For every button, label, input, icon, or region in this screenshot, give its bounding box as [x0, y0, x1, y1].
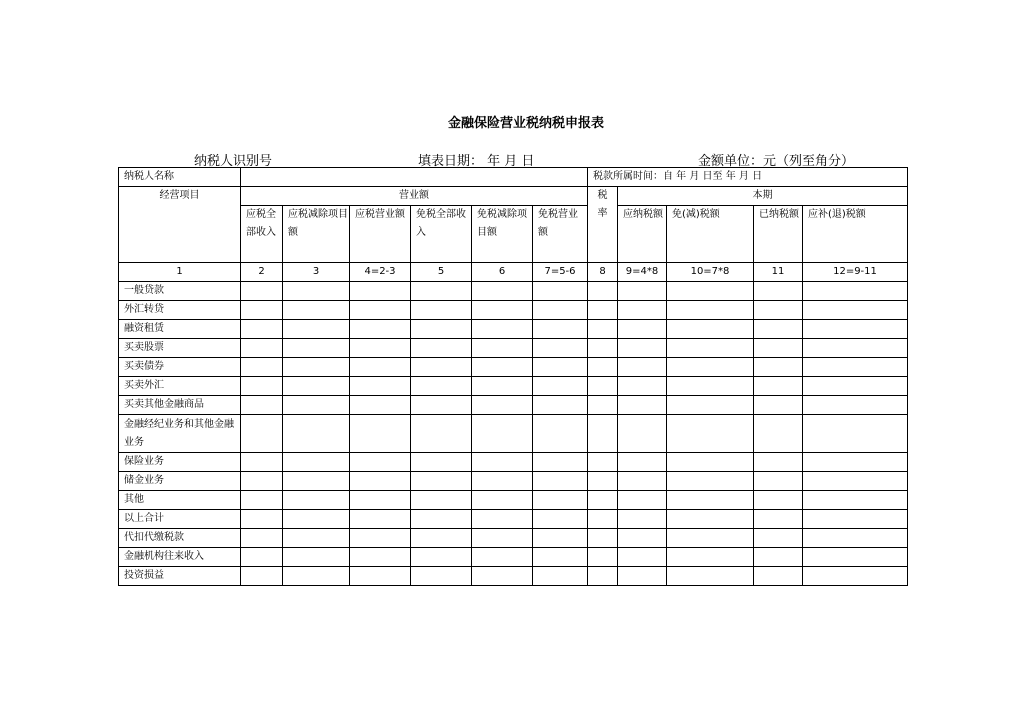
amount-cell[interactable] [241, 301, 283, 320]
amount-cell[interactable] [350, 282, 411, 301]
amount-unit: 金额单位：元（列至角分） [698, 154, 855, 169]
formula-cell: 3 [283, 263, 350, 282]
fill-date: 填表日期： 年 月 日 [418, 154, 535, 169]
item-label: 融资租赁 [119, 320, 241, 339]
amount-cell[interactable] [588, 339, 618, 358]
amount-cell[interactable] [533, 548, 588, 567]
amount-cell[interactable] [283, 491, 350, 510]
amount-cell[interactable] [667, 301, 754, 320]
amount-cell[interactable] [533, 301, 588, 320]
amount-cell[interactable] [754, 282, 803, 301]
header-sub: 免税营业额 [533, 206, 588, 263]
amount-cell[interactable] [241, 548, 283, 567]
amount-cell[interactable] [588, 491, 618, 510]
item-label: 买卖外汇 [119, 377, 241, 396]
amount-cell[interactable] [667, 339, 754, 358]
amount-cell[interactable] [472, 548, 533, 567]
amount-cell[interactable] [588, 510, 618, 529]
amount-cell[interactable] [283, 320, 350, 339]
amount-cell[interactable] [411, 567, 472, 586]
table-row [119, 529, 908, 548]
amount-cell[interactable] [754, 396, 803, 415]
formula-cell: 8 [588, 263, 618, 282]
header-business-item: 经营项目 [119, 187, 241, 263]
formula-cell: 2 [241, 263, 283, 282]
amount-cell[interactable] [350, 358, 411, 377]
form-title: 金融保险营业税纳税申报表 [447, 116, 604, 131]
amount-cell[interactable] [533, 320, 588, 339]
formula-cell: 11 [754, 263, 803, 282]
amount-cell[interactable] [350, 510, 411, 529]
amount-cell[interactable] [754, 510, 803, 529]
table-row [119, 548, 908, 567]
amount-cell[interactable] [472, 472, 533, 491]
item-label: 一般贷款 [119, 282, 241, 301]
amount-cell[interactable] [533, 358, 588, 377]
header-turnover: 营业额 [241, 187, 588, 206]
amount-cell[interactable] [283, 301, 350, 320]
amount-cell[interactable] [472, 358, 533, 377]
amount-cell[interactable] [283, 415, 350, 453]
amount-cell[interactable] [350, 415, 411, 453]
header-sub: 应纳税额 [618, 206, 667, 263]
item-label: 保险业务 [119, 453, 241, 472]
item-label: 代扣代缴税款 [119, 529, 241, 548]
taxpayer-name-label: 纳税人名称 [119, 168, 241, 187]
amount-cell[interactable] [667, 282, 754, 301]
amount-cell[interactable] [533, 529, 588, 548]
amount-cell[interactable] [588, 396, 618, 415]
table-row [119, 282, 908, 301]
header-sub: 免税减除项目额 [472, 206, 533, 263]
amount-cell[interactable] [472, 529, 533, 548]
header-sub: 免(减)税额 [667, 206, 754, 263]
amount-cell[interactable] [472, 567, 533, 586]
amount-cell[interactable] [241, 453, 283, 472]
taxpayer-id-label: 纳税人识别号 [194, 154, 273, 169]
amount-cell[interactable] [618, 320, 667, 339]
amount-cell[interactable] [241, 339, 283, 358]
amount-cell[interactable] [350, 491, 411, 510]
amount-cell[interactable] [241, 529, 283, 548]
amount-cell[interactable] [803, 529, 908, 548]
amount-cell[interactable] [667, 491, 754, 510]
amount-cell[interactable] [667, 453, 754, 472]
amount-cell[interactable] [754, 301, 803, 320]
amount-cell[interactable] [411, 282, 472, 301]
table-row [119, 491, 908, 510]
amount-cell[interactable] [350, 301, 411, 320]
amount-cell[interactable] [803, 548, 908, 567]
formula-cell: 10=7*8 [667, 263, 754, 282]
amount-cell[interactable] [283, 567, 350, 586]
header-current-period: 本期 [618, 187, 908, 206]
amount-cell[interactable] [533, 415, 588, 453]
table-row [119, 358, 908, 377]
item-label: 金融机构往来收入 [119, 548, 241, 567]
amount-cell[interactable] [588, 282, 618, 301]
amount-cell[interactable] [618, 396, 667, 415]
amount-cell[interactable] [411, 415, 472, 453]
amount-cell[interactable] [283, 529, 350, 548]
header-sub: 应补(退)税额 [803, 206, 908, 263]
amount-cell[interactable] [803, 377, 908, 396]
item-label: 其他 [119, 491, 241, 510]
amount-cell[interactable] [533, 567, 588, 586]
amount-cell[interactable] [667, 320, 754, 339]
amount-cell[interactable] [411, 339, 472, 358]
amount-cell[interactable] [241, 472, 283, 491]
amount-cell[interactable] [533, 453, 588, 472]
amount-cell[interactable] [588, 548, 618, 567]
item-label: 外汇转贷 [119, 301, 241, 320]
amount-cell[interactable] [803, 567, 908, 586]
amount-cell[interactable] [533, 396, 588, 415]
amount-cell[interactable] [411, 377, 472, 396]
tax-return-table [118, 167, 908, 586]
amount-cell[interactable] [754, 567, 803, 586]
amount-cell[interactable] [283, 548, 350, 567]
amount-cell[interactable] [667, 510, 754, 529]
header-sub: 应税全部收入 [241, 206, 283, 263]
item-label: 买卖债券 [119, 358, 241, 377]
amount-cell[interactable] [588, 358, 618, 377]
amount-cell[interactable] [754, 377, 803, 396]
table-row [119, 415, 908, 453]
table-row [119, 510, 908, 529]
table-row [119, 301, 908, 320]
item-label: 以上合计 [119, 510, 241, 529]
header-sub: 免税全部收入 [411, 206, 472, 263]
amount-cell[interactable] [533, 377, 588, 396]
amount-cell[interactable] [411, 548, 472, 567]
item-label: 买卖股票 [119, 339, 241, 358]
amount-cell[interactable] [667, 377, 754, 396]
amount-cell[interactable] [283, 472, 350, 491]
amount-cell[interactable] [754, 529, 803, 548]
amount-cell[interactable] [350, 396, 411, 415]
formula-cell: 12=9-11 [803, 263, 908, 282]
amount-cell[interactable] [241, 415, 283, 453]
amount-cell[interactable] [588, 377, 618, 396]
amount-cell[interactable] [411, 510, 472, 529]
amount-cell[interactable] [411, 320, 472, 339]
amount-cell[interactable] [533, 282, 588, 301]
amount-cell[interactable] [350, 320, 411, 339]
table-row [119, 320, 908, 339]
amount-cell[interactable] [667, 415, 754, 453]
amount-cell[interactable] [803, 282, 908, 301]
amount-cell[interactable] [618, 491, 667, 510]
table-row [119, 396, 908, 415]
formula-cell: 1 [119, 263, 241, 282]
amount-cell[interactable] [803, 415, 908, 453]
amount-cell[interactable] [618, 548, 667, 567]
amount-cell[interactable] [618, 453, 667, 472]
taxpayer-name-field[interactable] [241, 168, 588, 187]
item-label: 金融经纪业务和其他金融业务 [119, 415, 241, 453]
header-sub: 应税减除项目额 [283, 206, 350, 263]
formula-cell: 4=2-3 [350, 263, 411, 282]
amount-cell[interactable] [588, 301, 618, 320]
item-label: 投资损益 [119, 567, 241, 586]
formula-row [119, 263, 908, 282]
amount-cell[interactable] [283, 396, 350, 415]
amount-cell[interactable] [350, 453, 411, 472]
amount-cell[interactable] [588, 320, 618, 339]
amount-cell[interactable] [667, 396, 754, 415]
amount-cell[interactable] [754, 339, 803, 358]
amount-cell[interactable] [241, 320, 283, 339]
amount-cell[interactable] [350, 377, 411, 396]
amount-cell[interactable] [472, 510, 533, 529]
amount-cell[interactable] [411, 396, 472, 415]
header-sub: 应税营业额 [350, 206, 411, 263]
amount-cell[interactable] [618, 301, 667, 320]
amount-cell[interactable] [472, 301, 533, 320]
tax-period: 税款所属时间：自 年 月 日至 年 月 日 [588, 168, 908, 187]
table-row [119, 567, 908, 586]
amount-cell[interactable] [618, 339, 667, 358]
amount-cell[interactable] [803, 396, 908, 415]
amount-cell[interactable] [350, 567, 411, 586]
amount-cell[interactable] [667, 529, 754, 548]
amount-cell[interactable] [533, 339, 588, 358]
amount-cell[interactable] [803, 320, 908, 339]
amount-cell[interactable] [350, 339, 411, 358]
amount-cell[interactable] [241, 282, 283, 301]
amount-cell[interactable] [754, 320, 803, 339]
amount-cell[interactable] [588, 567, 618, 586]
amount-cell[interactable] [588, 472, 618, 491]
header-sub: 已纳税额 [754, 206, 803, 263]
amount-cell[interactable] [618, 358, 667, 377]
amount-cell[interactable] [667, 472, 754, 491]
amount-cell[interactable] [803, 472, 908, 491]
amount-cell[interactable] [618, 377, 667, 396]
amount-cell[interactable] [533, 491, 588, 510]
table-row [119, 377, 908, 396]
item-label: 买卖其他金融商品 [119, 396, 241, 415]
item-rows [119, 282, 908, 586]
amount-cell[interactable] [283, 377, 350, 396]
amount-cell[interactable] [350, 548, 411, 567]
amount-cell[interactable] [618, 529, 667, 548]
amount-cell[interactable] [533, 510, 588, 529]
amount-cell[interactable] [283, 282, 350, 301]
amount-cell[interactable] [803, 491, 908, 510]
amount-cell[interactable] [241, 396, 283, 415]
amount-cell[interactable] [472, 453, 533, 472]
amount-cell[interactable] [350, 529, 411, 548]
amount-cell[interactable] [472, 396, 533, 415]
amount-cell[interactable] [411, 301, 472, 320]
amount-cell[interactable] [588, 415, 618, 453]
amount-cell[interactable] [472, 282, 533, 301]
amount-cell[interactable] [803, 510, 908, 529]
amount-cell[interactable] [803, 339, 908, 358]
header-tax-rate: 税率 [588, 187, 618, 263]
amount-cell[interactable] [754, 358, 803, 377]
amount-cell[interactable] [803, 358, 908, 377]
formula-cell: 9=4*8 [618, 263, 667, 282]
amount-cell[interactable] [667, 548, 754, 567]
amount-cell[interactable] [472, 491, 533, 510]
amount-cell[interactable] [241, 567, 283, 586]
table-row [119, 453, 908, 472]
amount-cell[interactable] [241, 510, 283, 529]
amount-cell[interactable] [411, 358, 472, 377]
amount-cell[interactable] [472, 339, 533, 358]
amount-cell[interactable] [588, 529, 618, 548]
amount-cell[interactable] [411, 472, 472, 491]
amount-cell[interactable] [472, 320, 533, 339]
amount-cell[interactable] [754, 453, 803, 472]
amount-cell[interactable] [667, 567, 754, 586]
amount-cell[interactable] [472, 377, 533, 396]
amount-cell[interactable] [411, 453, 472, 472]
amount-cell[interactable] [618, 472, 667, 491]
amount-cell[interactable] [754, 491, 803, 510]
amount-cell[interactable] [283, 339, 350, 358]
amount-cell[interactable] [533, 472, 588, 491]
amount-cell[interactable] [283, 510, 350, 529]
amount-cell[interactable] [472, 415, 533, 453]
formula-cell: 6 [472, 263, 533, 282]
table-row [119, 472, 908, 491]
amount-cell[interactable] [618, 567, 667, 586]
amount-cell[interactable] [618, 510, 667, 529]
amount-cell[interactable] [754, 472, 803, 491]
amount-cell[interactable] [241, 377, 283, 396]
amount-cell[interactable] [588, 453, 618, 472]
item-label: 储金业务 [119, 472, 241, 491]
amount-cell[interactable] [803, 453, 908, 472]
amount-cell[interactable] [618, 415, 667, 453]
amount-cell[interactable] [283, 453, 350, 472]
amount-cell[interactable] [283, 358, 350, 377]
amount-cell[interactable] [803, 301, 908, 320]
amount-cell[interactable] [411, 529, 472, 548]
amount-cell[interactable] [618, 282, 667, 301]
amount-cell[interactable] [667, 358, 754, 377]
formula-cell: 7=5-6 [533, 263, 588, 282]
amount-cell[interactable] [411, 491, 472, 510]
amount-cell[interactable] [241, 491, 283, 510]
amount-cell[interactable] [241, 358, 283, 377]
formula-cell: 5 [411, 263, 472, 282]
amount-cell[interactable] [350, 472, 411, 491]
amount-cell[interactable] [754, 415, 803, 453]
amount-cell[interactable] [754, 548, 803, 567]
table-row [119, 339, 908, 358]
